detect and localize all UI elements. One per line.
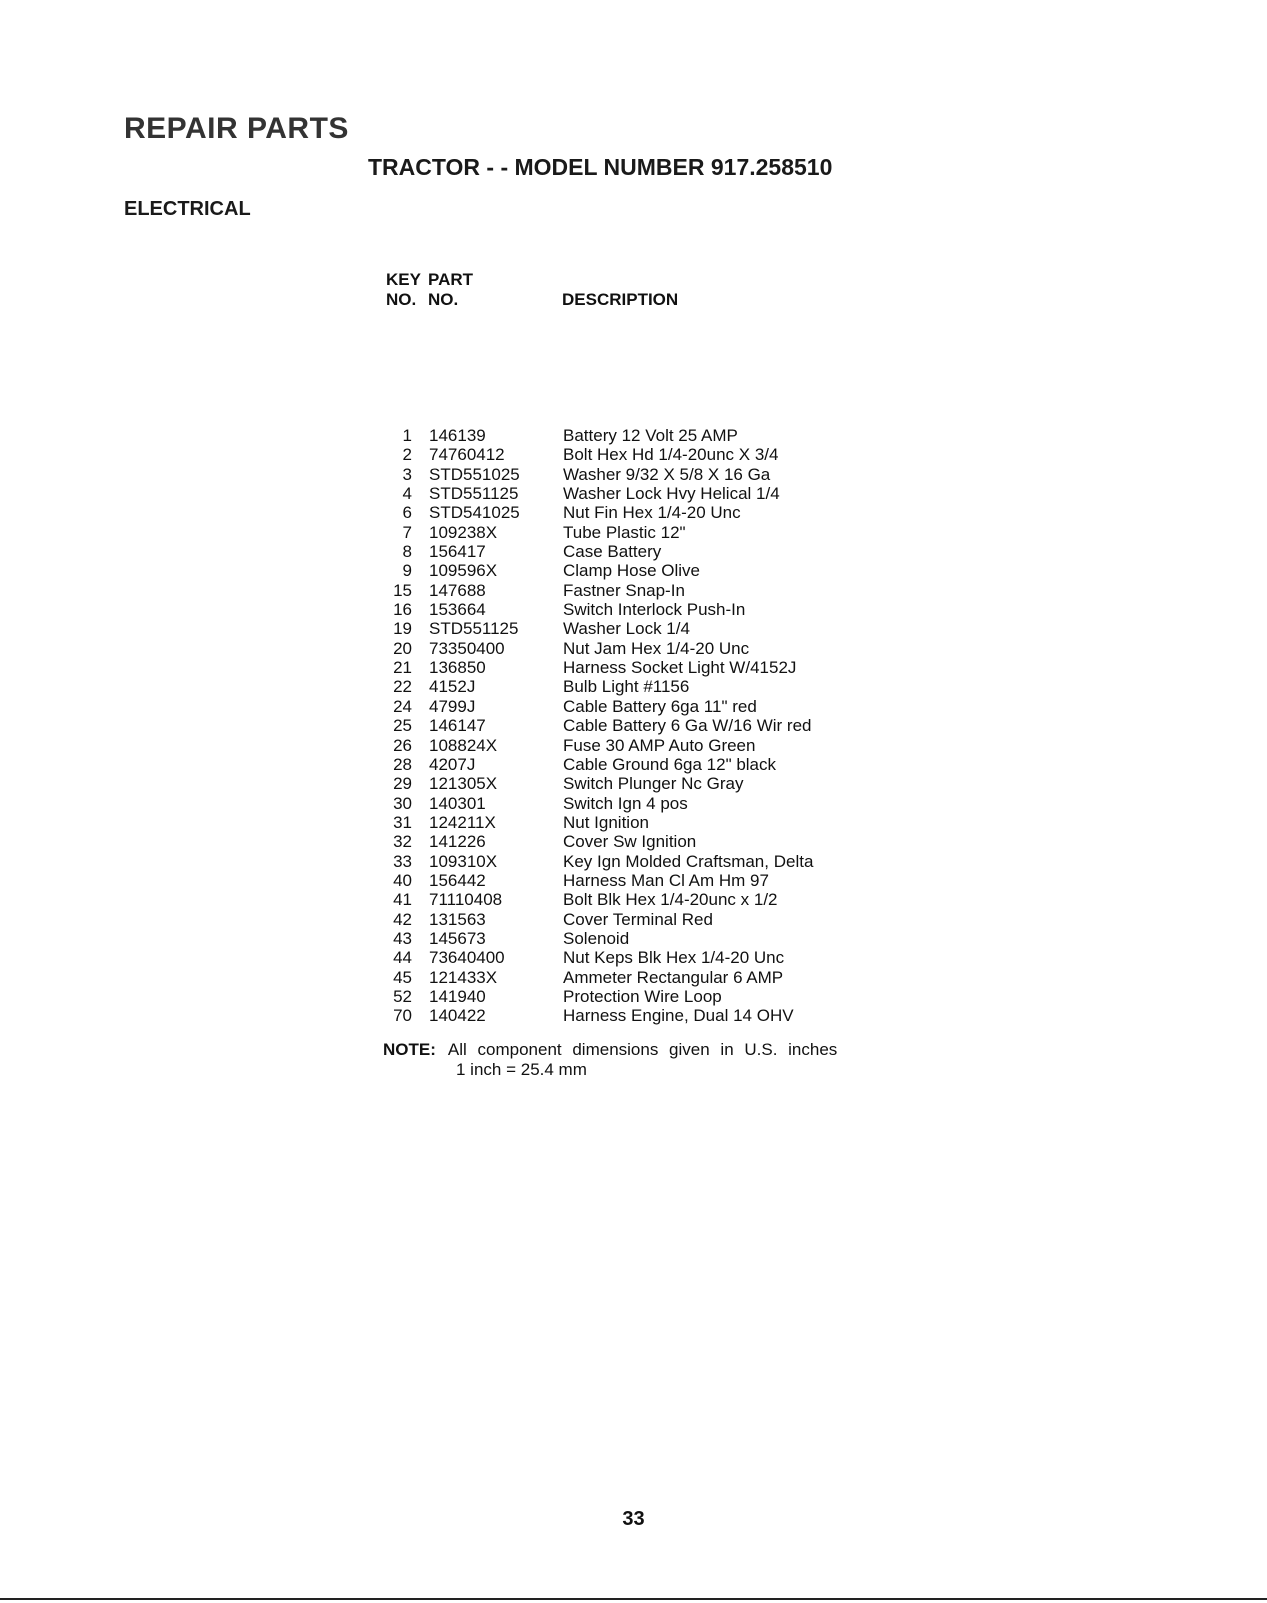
- note-line1: All component dimensions given in U.S. inches: [447, 1040, 838, 1059]
- table-row: [386, 639, 906, 658]
- table-row: [386, 600, 906, 619]
- table-row: [386, 523, 906, 542]
- table-row: [386, 890, 906, 909]
- key-no-cell: 70: [393, 1006, 412, 1026]
- table-row: [386, 465, 906, 484]
- description-cell: Ammeter Rectangular 6 AMP: [563, 967, 784, 987]
- key-no-cell: 4: [402, 484, 412, 504]
- description-cell: Switch Interlock Push-In: [563, 600, 746, 620]
- table-row: [386, 910, 906, 929]
- part-no-cell: 145673: [429, 928, 486, 948]
- part-no-cell: 109238X: [429, 522, 498, 542]
- description-cell: Solenoid: [563, 928, 630, 948]
- parts-list: [386, 426, 906, 1026]
- part-no-cell: 140301: [429, 793, 486, 813]
- key-no-cell: 6: [402, 503, 412, 523]
- description-cell: Cable Battery 6 Ga W/16 Wir red: [563, 716, 812, 736]
- page-number: 33: [622, 1508, 645, 1530]
- key-no-cell: 3: [402, 464, 412, 484]
- key-no-cell: 28: [393, 754, 412, 774]
- part-no-cell: 141940: [429, 986, 486, 1006]
- section-heading: ELECTRICAL: [124, 198, 251, 220]
- part-no-cell: 146147: [429, 716, 486, 736]
- table-row: [386, 871, 906, 890]
- key-no-cell: 16: [393, 600, 412, 620]
- key-no-cell: 33: [393, 851, 412, 871]
- table-row: [386, 1006, 906, 1025]
- key-no-cell: 44: [393, 948, 412, 968]
- description-cell: Washer Lock 1/4: [563, 619, 690, 639]
- description-cell: Washer Lock Hvy Helical 1/4: [563, 484, 780, 504]
- description-cell: Nut Keps Blk Hex 1/4-20 Unc: [563, 948, 785, 968]
- table-row: [386, 677, 906, 696]
- key-no-cell: 41: [393, 890, 412, 910]
- part-no-cell: 124211X: [429, 812, 496, 832]
- note-label: NOTE:: [383, 1040, 436, 1059]
- table-row: [386, 445, 906, 464]
- description-cell: Nut Fin Hex 1/4-20 Unc: [563, 503, 741, 523]
- part-no-cell: STD551025: [429, 464, 520, 484]
- description-cell: Harness Socket Light W/4152J: [563, 658, 797, 678]
- page-title: REPAIR PARTS: [124, 112, 349, 145]
- description-cell: Tube Plastic 12": [563, 522, 686, 542]
- table-row: [386, 755, 906, 774]
- part-no-cell: STD551125: [429, 619, 519, 639]
- key-no-cell: 9: [402, 561, 412, 581]
- description-cell: Cover Sw Ignition: [563, 832, 697, 852]
- part-no-cell: 156442: [429, 870, 486, 890]
- part-no-cell: 141226: [429, 832, 486, 852]
- part-no-cell: STD551125: [429, 484, 519, 504]
- description-cell: Case Battery: [563, 542, 662, 562]
- note-line2: 1 inch = 25.4 mm: [456, 1060, 587, 1079]
- table-row: [386, 484, 906, 503]
- table-row: [386, 736, 906, 755]
- table-row: [386, 581, 906, 600]
- key-no-cell: 21: [393, 658, 412, 678]
- table-row: [386, 619, 906, 638]
- description-cell: Protection Wire Loop: [563, 986, 722, 1006]
- description-cell: Cover Terminal Red: [563, 909, 713, 929]
- header-part-line1: PART: [428, 270, 474, 289]
- key-no-cell: 45: [393, 967, 412, 987]
- description-cell: Bolt Hex Hd 1/4-20unc X 3/4: [563, 445, 779, 465]
- part-no-cell: 73640400: [429, 948, 505, 968]
- bottom-rule: [0, 1598, 1267, 1600]
- table-row: [386, 987, 906, 1006]
- header-part-line2: NO.: [428, 290, 459, 309]
- description-cell: Clamp Hose Olive: [563, 561, 700, 581]
- table-row: [386, 658, 906, 677]
- part-no-cell: 4799J: [429, 696, 476, 716]
- part-no-cell: 121305X: [429, 774, 498, 794]
- key-no-cell: 24: [393, 696, 412, 716]
- key-no-cell: 29: [393, 774, 412, 794]
- part-no-cell: 109596X: [429, 561, 498, 581]
- header-description: DESCRIPTION: [562, 290, 679, 309]
- key-no-cell: 8: [402, 542, 412, 562]
- part-no-cell: 156417: [429, 542, 486, 562]
- part-no-cell: 136850: [429, 658, 486, 678]
- table-row: [386, 929, 906, 948]
- table-row: [386, 832, 906, 851]
- header-key-line1: KEY: [386, 270, 421, 289]
- key-no-cell: 31: [393, 812, 412, 832]
- key-no-cell: 20: [393, 638, 412, 658]
- part-no-cell: 71110408: [429, 890, 503, 910]
- description-cell: Nut Ignition: [563, 812, 649, 832]
- description-cell: Fastner Snap-In: [563, 580, 685, 600]
- part-no-cell: 140422: [429, 1006, 486, 1026]
- part-no-cell: 153664: [429, 600, 486, 620]
- key-no-cell: 52: [393, 986, 412, 1006]
- part-no-cell: STD541025: [429, 503, 520, 523]
- table-row: [386, 968, 906, 987]
- key-no-cell: 43: [393, 928, 412, 948]
- note: [383, 1040, 837, 1080]
- table-row: [386, 794, 906, 813]
- key-no-cell: 1: [402, 426, 412, 445]
- description-cell: Bulb Light #1156: [563, 677, 690, 697]
- description-cell: Switch Plunger Nc Gray: [563, 774, 744, 794]
- description-cell: Battery 12 Volt 25 AMP: [563, 426, 738, 445]
- table-row: [386, 774, 906, 793]
- key-no-cell: 40: [393, 870, 412, 890]
- description-cell: Washer 9/32 X 5/8 X 16 Ga: [563, 464, 771, 484]
- part-no-cell: 4152J: [429, 677, 476, 697]
- description-cell: Bolt Blk Hex 1/4-20unc x 1/2: [563, 890, 778, 910]
- part-no-cell: 109310X: [429, 851, 498, 871]
- part-no-cell: 121433X: [429, 967, 498, 987]
- table-row: [386, 697, 906, 716]
- part-no-cell: 4207J: [429, 754, 476, 774]
- table-row: [386, 561, 906, 580]
- part-no-cell: 73350400: [429, 638, 505, 658]
- key-no-cell: 26: [393, 735, 412, 755]
- table-row: [386, 813, 906, 832]
- key-no-cell: 25: [393, 716, 412, 736]
- description-cell: Nut Jam Hex 1/4-20 Unc: [563, 638, 750, 658]
- key-no-cell: 2: [402, 445, 412, 465]
- description-cell: Cable Battery 6ga 11" red: [563, 696, 757, 716]
- key-no-cell: 42: [393, 909, 412, 929]
- key-no-cell: 15: [393, 580, 412, 600]
- key-no-cell: 22: [393, 677, 412, 697]
- description-cell: Key Ign Molded Craftsman, Delta: [563, 851, 814, 871]
- part-no-cell: 74760412: [429, 445, 505, 465]
- key-no-cell: 7: [402, 522, 412, 542]
- description-cell: Harness Man Cl Am Hm 97: [563, 870, 769, 890]
- model-subtitle: TRACTOR - - MODEL NUMBER 917.258510: [368, 154, 833, 180]
- table-row: [386, 716, 906, 735]
- key-no-cell: 32: [393, 832, 412, 852]
- description-cell: Switch Ign 4 pos: [563, 793, 688, 813]
- part-no-cell: 146139: [429, 426, 486, 445]
- description-cell: Cable Ground 6ga 12" black: [563, 754, 777, 774]
- table-row: [386, 503, 906, 522]
- key-no-cell: 30: [393, 793, 412, 813]
- part-no-cell: 147688: [429, 580, 486, 600]
- description-cell: Harness Engine, Dual 14 OHV: [563, 1006, 794, 1026]
- table-row: [386, 542, 906, 561]
- table-row: [386, 948, 906, 967]
- table-row: [386, 852, 906, 871]
- part-no-cell: 131563: [429, 909, 486, 929]
- description-cell: Fuse 30 AMP Auto Green: [563, 735, 756, 755]
- header-key-line2: NO.: [386, 290, 417, 309]
- key-no-cell: 19: [393, 619, 412, 639]
- header-part-no: [428, 270, 548, 310]
- table-row: [386, 426, 906, 445]
- part-no-cell: 108824X: [429, 735, 498, 755]
